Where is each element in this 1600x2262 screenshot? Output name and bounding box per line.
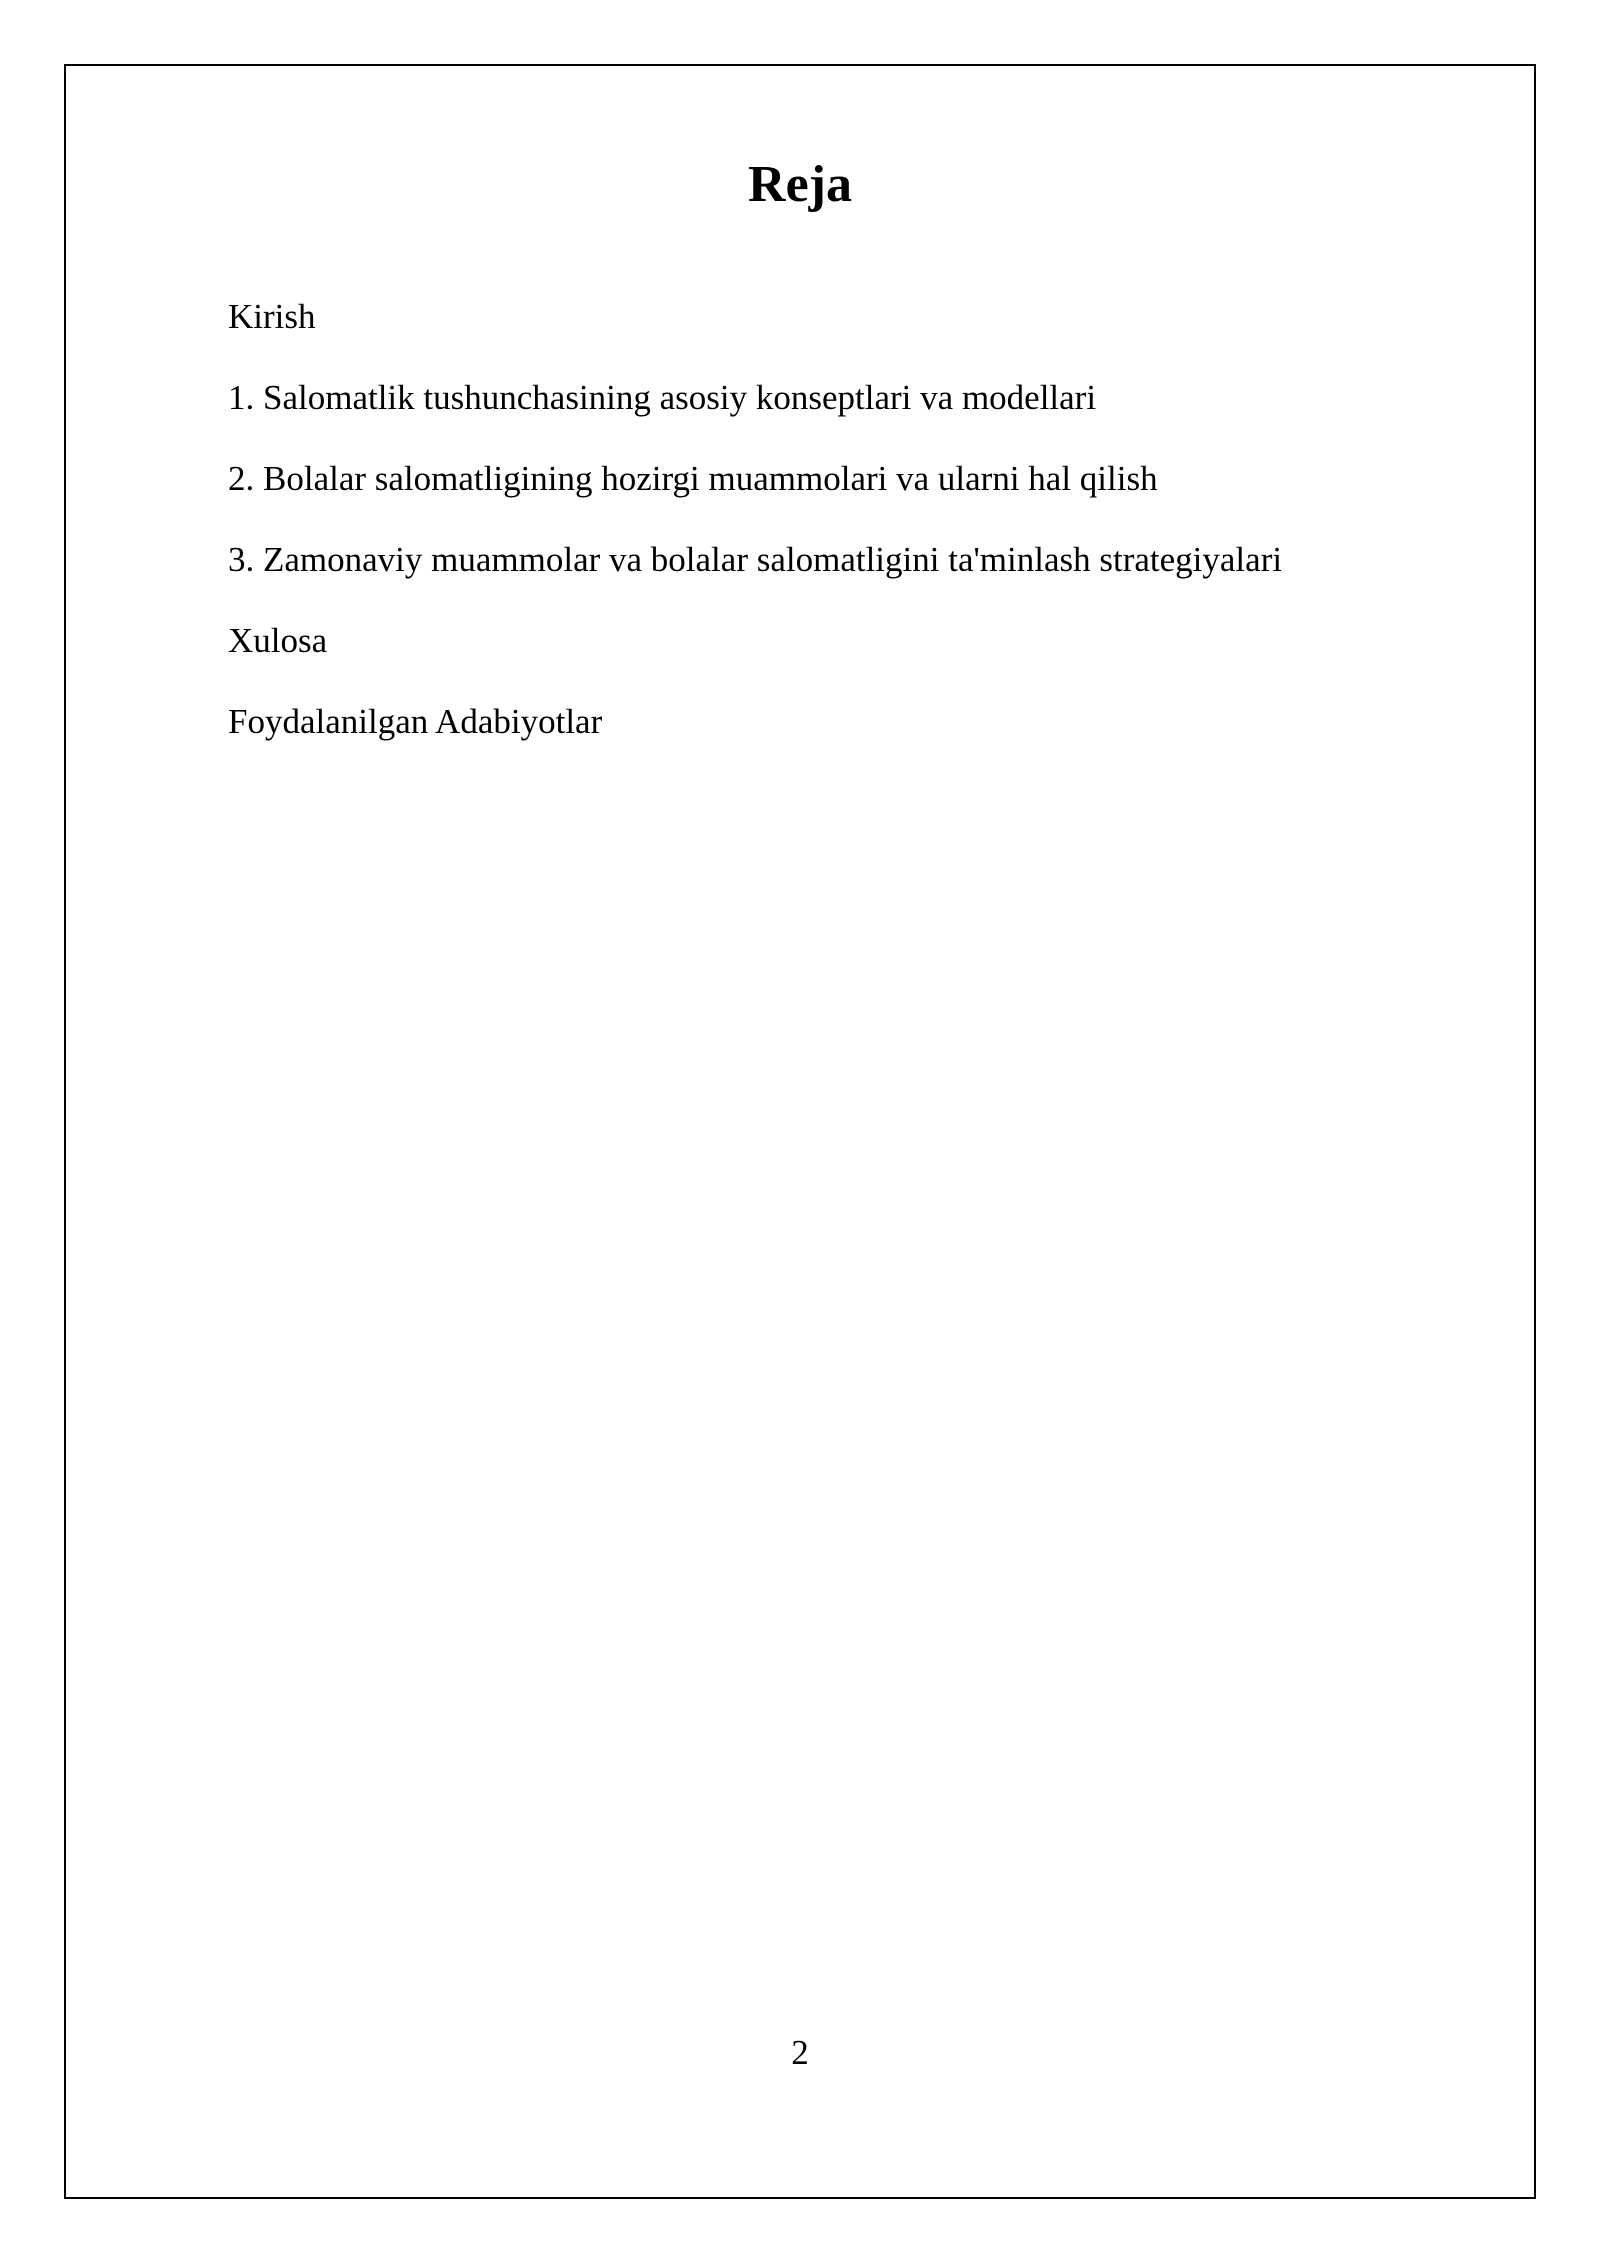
toc-item-chapter-2: 2. Bolalar salomatligining hozirgi muammolari va ularni hal qilish bbox=[228, 459, 1158, 498]
page-title: Reja bbox=[748, 156, 852, 213]
toc-item-conclusion: Xulosa bbox=[228, 621, 328, 660]
page-number: 2 bbox=[791, 2033, 809, 2072]
toc-item-references: Foydalanilgan Adabiyotlar bbox=[228, 702, 603, 741]
table-of-contents bbox=[228, 292, 1282, 778]
toc-item-chapter-3: 3. Zamonaviy muammolar va bolalar salomatligini ta'minlash strategiyalari bbox=[228, 540, 1283, 579]
toc-item-introduction: Kirish bbox=[228, 297, 316, 336]
toc-item-chapter-1: 1. Salomatlik tushunchasining asosiy konseptlari va modellari bbox=[228, 378, 1097, 417]
